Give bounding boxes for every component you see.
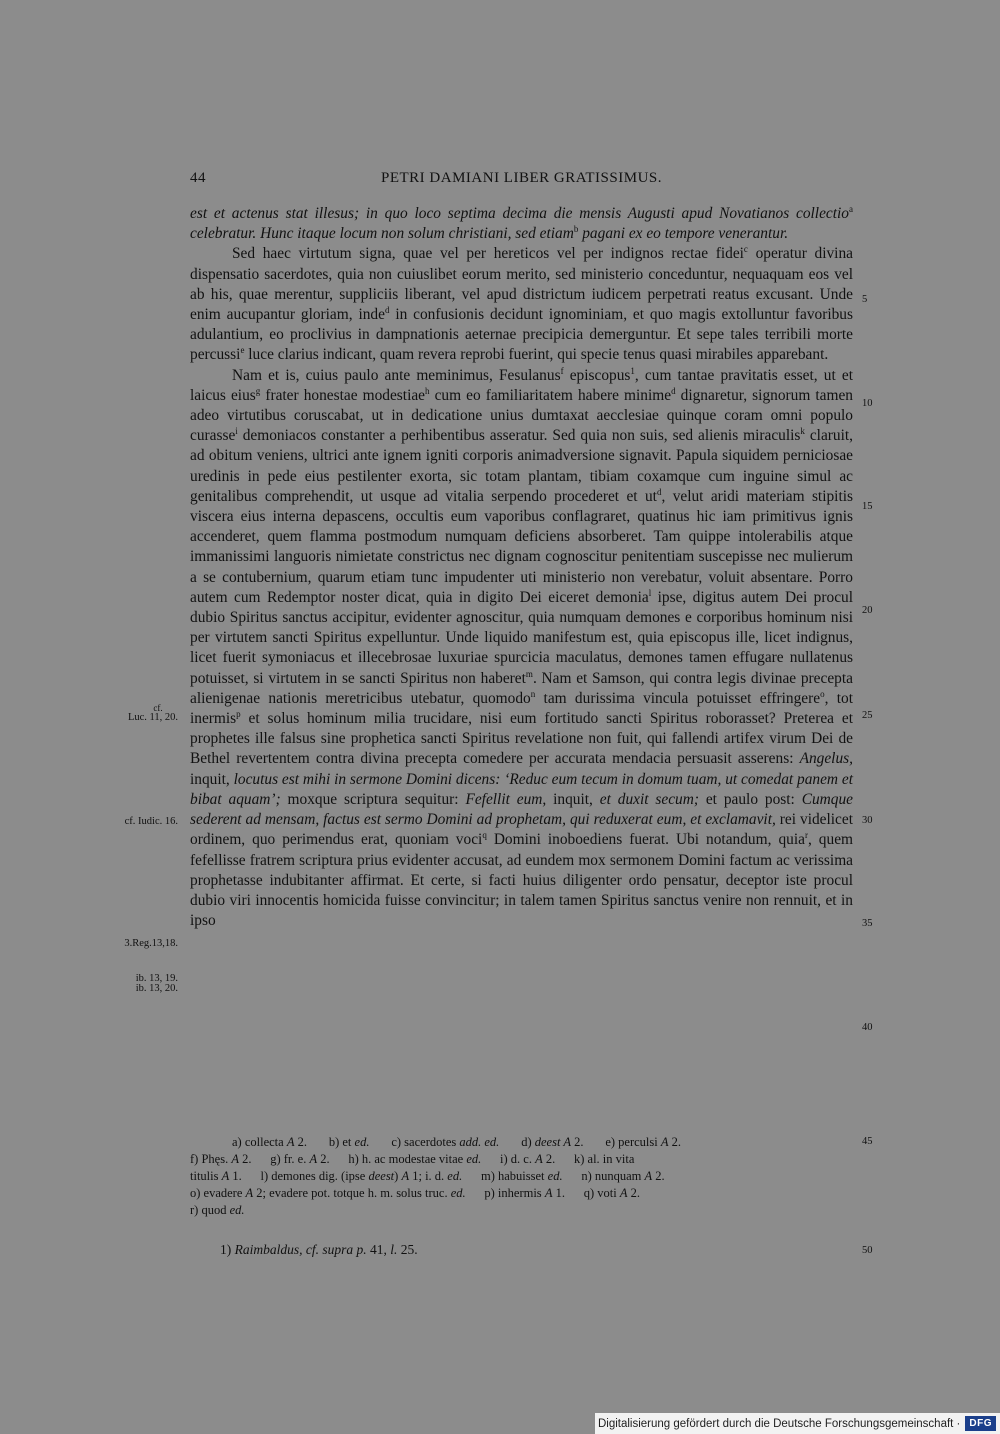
page-header xyxy=(190,168,853,192)
line-number: 35 xyxy=(862,918,873,929)
margin-ref-reg xyxy=(108,939,178,949)
margin-ref-line: ib. 13, 20. xyxy=(135,983,178,994)
margin-ref-line: cf. Iudic. 16. xyxy=(124,816,178,827)
paragraph: Nam et is, cuius paulo ante meminimus, Fesulanus$^f$ episcopus$^1$, cum tantae pravitatis esset, ut et laicus eius$^g$ frater honestae modestiae$^h$ cum eo familiaritatem habere minime$^d$ dignaretur, signorum tamen adeo virtutibus coruscabat, ut in dedicatione unius dumtaxat aecclesiae quinque coram omni populo curasse$^i$ demoniacos constanter a perhibentibus asseratur. Sed quia non suis, sed alienis miraculis$^k$ claruit, ad obitum veniens, ultrici ante ignem igniti corporis animadversione signavit. Papula siquidem perniciosae uredinis in pede eius pestilenter exorta, sic totam plantam, tibiam coxamque cum inguine simul ac genitalibus comprehendit, ut usque ad vitalia serpendo procederet et $ut^d$, velut aridi materiam stipitis viscera eius interna depascens, occultis eum vaporibus conflagraret, quatinus hic iam primitivus ignis accenderet, quem flamma postmodum numquam deficiens absorberet. Tam quippe intolerabilis atque immanissimi languoris nimietate constrictus nec dignam cognoscitur penitentiam suscepisse nec mulierum a se contubernium, quarum etiam tunc impudenter uti ministerio non verebatur, voluit absentare. Porro autem cum Redemptor noster dicat, quia in digito Dei eiceret demonia$^l$ ipse, digitus autem Dei procul dubio Spiritus sanctus accipitur, evidenter agnoscitur, quia numquam demones e corporibus hominum nisi per virtutem sancti Spiritus expelluntur. Unde liquido manifestum est, quia episcopus ille, licet indignus, licet fuerit symoniacus et illecebrosae luxuriae spurcicia maculatus, demones tamen effugare nullatenus potuisset, si virtutem in se sancti Spiritus non haberet$^m$. Nam et Samson, qui contra legis divinae precepta alienigenae nationis meretricibus utebatur, quomodo$^n$ tam durissima vincula potuisset effringere$^o$, tot inermis$^p$ et solus hominum milia trucidare, nisi eum fortitudo sancti Spiritus roborasset? Preterea et prophetes ille falsus sine prophetica sancti Spiritus revelatione non fuit, qui fallendi artifex virum Dei de Bethel revertentem contra divina precepta comedere per accurata mendacia persuasit asserens: Angelus, inquit, locutus est mihi in sermone Domini dicens: ‘Reduc eum tecum in domum tuam, ut comedat panem et bibat aquam’; moxque scriptura sequitur: Fefellit eum, inquit, et duxit secum; et paulo post: Cumque sederent ad mensam, factus est sermo Domini ad prophetam, qui reduxerat eum, et exclamavit, rei videlicet ordinem, quo perimendus erat, quoniam voci$^q$ Domini inoboediens fuerat. Ubi notandum, quia$^r$, quem fefellisse fratrem scriptura prius evidenter accusat, ad eundem mox sermonem Domini factum ac verissima prophetasse indubitanter affirmat. Et certe, si facti huius diligenter ordo pensatur, deceptor iste procul dubio viri innocentis homicida fuisse convincitur; in talem tamen Spiritus sanctus venire non rennuit, et in ipso xyxy=(190,365,854,930)
margin-ref-iudic xyxy=(108,817,178,827)
dfg-logo-icon: DFG xyxy=(965,1416,996,1431)
paragraph: f) Phęs. A 2. g) fr. e. A 2. h) h. ac modestae vitae ed. i) d. c. A 2. k) al. in vita xyxy=(190,1152,635,1166)
margin-ref-ib xyxy=(108,974,178,994)
paragraph: titulis A 1. l) demones dig. (ipse deest) A 1; i. d. ed. m) habuisset ed. n) nunquam A 2. xyxy=(190,1169,665,1183)
line-number: 10 xyxy=(862,398,873,409)
paragraph: o) evadere A 2; evadere pot. totque h. m. solus truc. ed. p) inhermis A 1. q) voti A 2. xyxy=(190,1186,640,1200)
line-number: 30 xyxy=(862,815,873,826)
line-number: 20 xyxy=(862,605,873,616)
line-number: 15 xyxy=(862,501,873,512)
source-footnote: 1) Raimbaldus, cf. supra p. 41, l. 25. xyxy=(220,1242,418,1257)
paragraph: est et actenus stat illesus; in quo loco septima decima die mensis Augusti apud Novatianos collectio$^a$ celebratur. Hunc itaque locum non solum christiani, sed etiam$^b$ pagani ex eo tempore venerantur. xyxy=(190,203,853,243)
line-number: 45 xyxy=(862,1136,873,1147)
running-title: PETRI DAMIANI LIBER GRATISSIMUS. xyxy=(380,170,662,186)
margin-ref-line: ib. 13, 19. xyxy=(135,973,178,984)
margin-ref-line: cf. xyxy=(153,703,163,713)
line-number: 50 xyxy=(862,1245,873,1256)
main-text xyxy=(190,204,853,931)
line-number: 40 xyxy=(862,1022,873,1033)
margin-ref-luc xyxy=(108,703,178,723)
paragraph: a) collecta A 2. b) et ed. c) sacerdotes add. ed. d) deest A 2. e) perculsi A 2. xyxy=(232,1135,681,1149)
page-number: 44 xyxy=(190,170,206,186)
paragraph: Sed haec virtutum signa, quae vel per hereticos vel per indignos rectae fidei$^c$ operatur divina dispensatio sacerdotes, quia non cuiuslibet eorum merito, sed ministerio conceduntur, nequaquam eos vel ab his, quae merentur, suppliciis liberant, vel apud districtum iudicem perpetrati reatus excusant. Unde enim aucupantur gloriam, inde$^d$ in confusionis decidunt ignominiam, et quo magis extolluntur favoribus adulantium, eo proclivius in dampnationis aeternae precipicia demerguntur. Et sepe tales terribili morte percussi$^e$ luce clarius indicant, quam revera reprobi fuerint, qui specie tenus quasi mirabiles apparebant. xyxy=(190,244,853,364)
line-number: 5 xyxy=(862,294,868,305)
line-number: 25 xyxy=(862,710,873,721)
critical-apparatus xyxy=(190,1134,853,1219)
paragraph: r) quod ed. xyxy=(190,1203,245,1217)
credit-text: Digitalisierung gefördert durch die Deutsche Forschungsgemeinschaft · xyxy=(597,1417,961,1430)
digitization-credit xyxy=(595,1413,1000,1434)
margin-ref-line: 3.Reg.13,18. xyxy=(124,938,178,949)
margin-ref-line: Luc. 11, 20. xyxy=(127,712,178,723)
